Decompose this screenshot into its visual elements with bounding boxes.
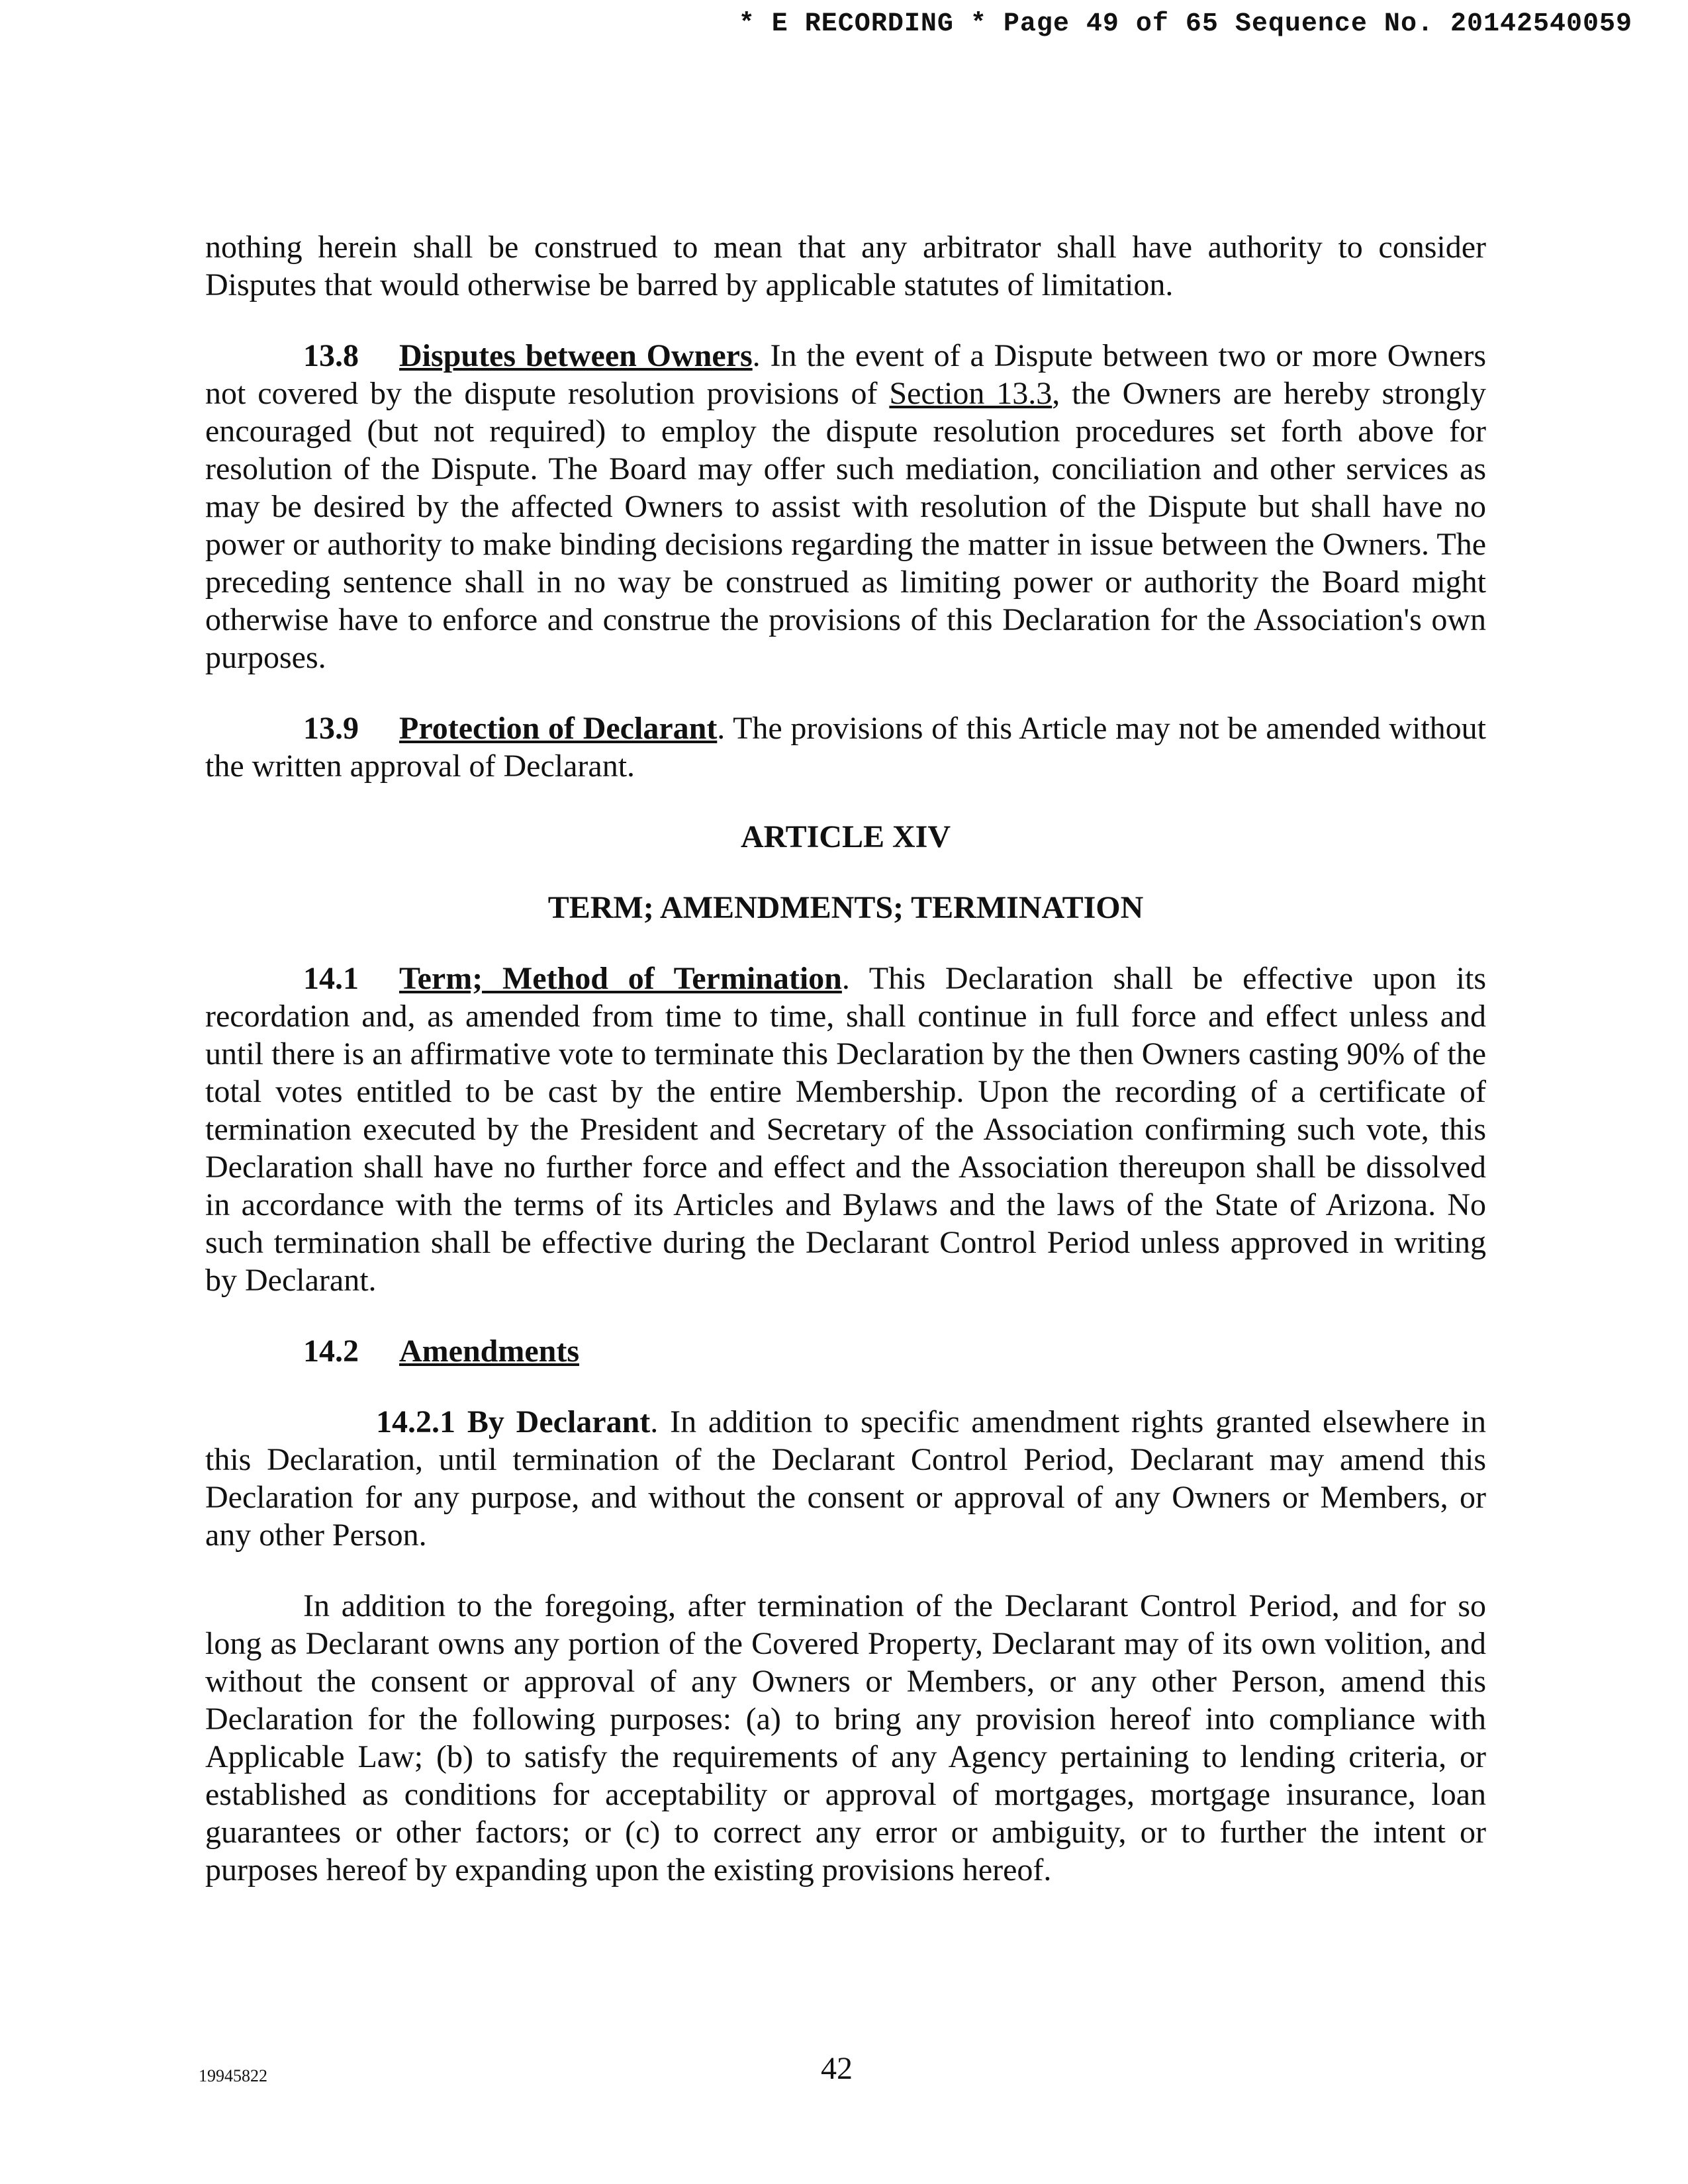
section-title: Term; Method of Termination [399,961,842,996]
section-14-2 [205,1332,1486,1370]
section-14-2-1 [205,1403,1486,1554]
subsection-text: . In addition to specific amendment rights granted elsewhere in this Declaration, until termination of the Declarant Control Period, Declarant may amend this Declaration for any purpose, and without the consent or approval of any Owners or Members, or any other Person. [205,1404,1486,1553]
section-13-8 [205,337,1486,676]
continuation-paragraph: nothing herein shall be construed to mean that any arbitrator shall have authority to consider Disputes that would otherwise be barred by applicable statutes of limitation. [205,230,1486,302]
section-number: 14.1 [303,961,359,996]
section-title: Amendments [399,1334,579,1369]
section-14-1 [205,960,1486,1299]
section-number: 13.9 [303,711,359,746]
section-text: . This Declaration shall be effective upon its recordation and, as amended from time to time, shall continue in full force and effect unless and until there is an affirmative vote to terminate this Declaration by the then Owners casting 90% of the total votes entitled to be cast by the entire Membership. Upon the recording of a certificate of termination executed by the President and Secretary of the Association confirming such vote, this Declaration shall have no further force and effect and the Association thereupon shall be dissolved in accordance with the terms of its Articles and Bylaws and the laws of the State of Arizona. No such termination shall be effective during the Declarant Control Period unless approved in writing by Declarant. [205,961,1486,1298]
recording-header: * E RECORDING * Page 49 of 65 Sequence No. 20142540059 [738,9,1632,39]
article-label: ARTICLE XIV [740,819,951,854]
section-text: , the Owners are hereby strongly encouraged (but not required) to employ the dispute resolution procedures set forth above for resolution of the Dispute. The Board may offer such mediation, conciliation and other services as may be desired by the affected Owners to assist with resolution of the Dispute but shall have no power or authority to make binding decisions regarding the matter in issue between the Owners. The preceding sentence shall in no way be construed as limiting power or authority the Board might otherwise have to enforce and construe the provisions of this Declaration for the Association's own purposes. [205,376,1486,675]
document-id: 19945822 [199,2066,267,2085]
subsection-number: 14.2.1 [376,1404,455,1439]
subsection-title: By Declarant [467,1404,651,1439]
section-number: 14.2 [303,1334,359,1369]
final-paragraph: In addition to the foregoing, after termination of the Declarant Control Period, and for so long as Declarant owns any portion of the Covered Property, Declarant may of its own volition, and without the consent or approval of any Owners or Members, or any other Person, amend this Declaration for the following purposes: (a) to bring any provision hereof into compliance with Applicable Law; (b) to satisfy the requirements of any Agency pertaining to lending criteria, or established as conditions for acceptability or approval of mortgages, mortgage insurance, loan guarantees or other factors; or (c) to correct any error or ambiguity, or to further the intent or purposes hereof by expanding upon the existing provisions hereof. [205,1588,1486,1888]
section-number: 13.8 [303,338,359,373]
section-text: . In the event of a Dispute between two or more Owners not covered by the dispute resolution provisions of [205,338,1486,411]
article-heading: TERM; AMENDMENTS; TERMINATION [547,890,1144,925]
document-body [205,228,1486,1922]
page-number: 42 [821,2051,853,2086]
section-13-9 [205,709,1486,785]
section-reference: Section 13.3 [889,376,1053,411]
section-title: Disputes between Owners [399,338,753,373]
section-text: . The provisions of this Article may not be amended without the written approval of Declarant. [205,711,1486,784]
section-title: Protection of Declarant [399,711,718,746]
